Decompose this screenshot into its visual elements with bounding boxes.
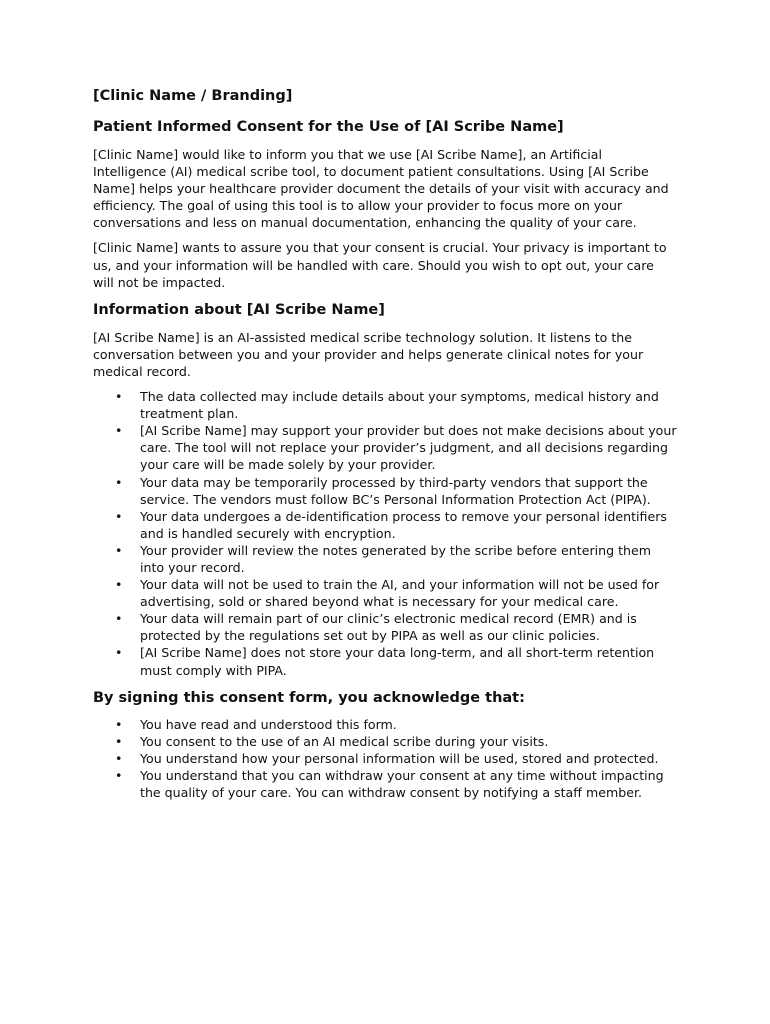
list-item-text: Your data will not be used to train the AI, and your information will not be used for advertising, sold or shared beyond what is necessary for your medical care. [140,577,660,610]
list-item [93,576,678,610]
bullet-icon: • [115,733,123,749]
list-item [93,767,678,801]
bullet-icon: • [115,645,123,661]
document-title: Patient Informed Consent for the Use of [AI Scribe Name] [93,119,564,135]
list-item [93,474,678,508]
list-item [93,610,678,644]
list-item-text: You understand that you can withdraw your consent at any time without impacting the quality of your care. You can withdraw consent by notifying a staff member. [140,767,664,800]
list-item-text: The data collected may include details about your symptoms, medical history and treatment plan. [140,389,659,422]
info-section-heading: Information about [AI Scribe Name] [93,301,385,318]
clinic-branding: [Clinic Name / Branding] [93,88,293,104]
list-item [93,508,678,542]
acknowledgement-heading: By signing this consent form, you acknowledge that: [93,689,525,706]
list-item-text: [AI Scribe Name] does not store your data long-term, and all short-term retention must comply with PIPA. [140,645,655,678]
info-bullet-list [93,388,678,679]
bullet-icon: • [115,767,123,783]
list-item [93,422,678,473]
list-item [93,644,678,678]
bullet-icon: • [115,389,123,405]
list-item-text: Your data will remain part of our clinic’s electronic medical record (EMR) and is protected by the regulations set out by PIPA as well as our clinic policies. [140,611,637,644]
info-section-paragraph: [AI Scribe Name] is an AI-assisted medical scribe technology solution. It listens to the conversation between you and your provider and helps generate clinical notes for your medical record. [93,329,644,379]
bullet-icon: • [115,542,123,558]
intro-paragraph: [Clinic Name] wants to assure you that your consent is crucial. Your privacy is important to us, and your information will be handled with care. Should you wish to opt out, your care will not be impacted. [93,240,667,290]
list-item [93,716,678,733]
list-item [93,542,678,576]
list-item [93,733,678,750]
list-item-text: [AI Scribe Name] may support your provider but does not make decisions about your care. The tool will not replace your provider’s judgment, and all decisions regarding your care will be made solely by your provider. [140,423,677,473]
list-item [93,388,678,422]
bullet-icon: • [115,750,123,766]
list-item-text: Your data undergoes a de-identification process to remove your personal identifiers and is handled securely with encryption. [140,508,667,541]
list-item-text: You consent to the use of an AI medical scribe during your visits. [140,733,549,749]
list-item-text: You understand how your personal information will be used, stored and protected. [140,750,659,766]
bullet-icon: • [115,423,123,439]
bullet-icon: • [115,577,123,593]
bullet-icon: • [115,474,123,490]
intro-paragraph: [Clinic Name] would like to inform you that we use [AI Scribe Name], an Artificial Intelligence (AI) medical scribe tool, to document patient consultations. Using [AI Scribe Name] helps your healthcare provider document the details of your visit with accuracy and efficiency. The goal of using this tool is to allow your provider to focus more on your conversations and less on manual documentation, enhancing the quality of your care. [93,147,669,231]
list-item-text: Your provider will review the notes generated by the scribe before entering them into your record. [140,542,652,575]
list-item-text: You have read and understood this form. [140,716,397,732]
list-item-text: Your data may be temporarily processed by third-party vendors that support the service. The vendors must follow BC’s Personal Information Protection Act (PIPA). [140,474,651,507]
acknowledgement-bullet-list [93,716,678,801]
list-item [93,750,678,767]
bullet-icon: • [115,716,123,732]
bullet-icon: • [115,611,123,627]
bullet-icon: • [115,508,123,524]
